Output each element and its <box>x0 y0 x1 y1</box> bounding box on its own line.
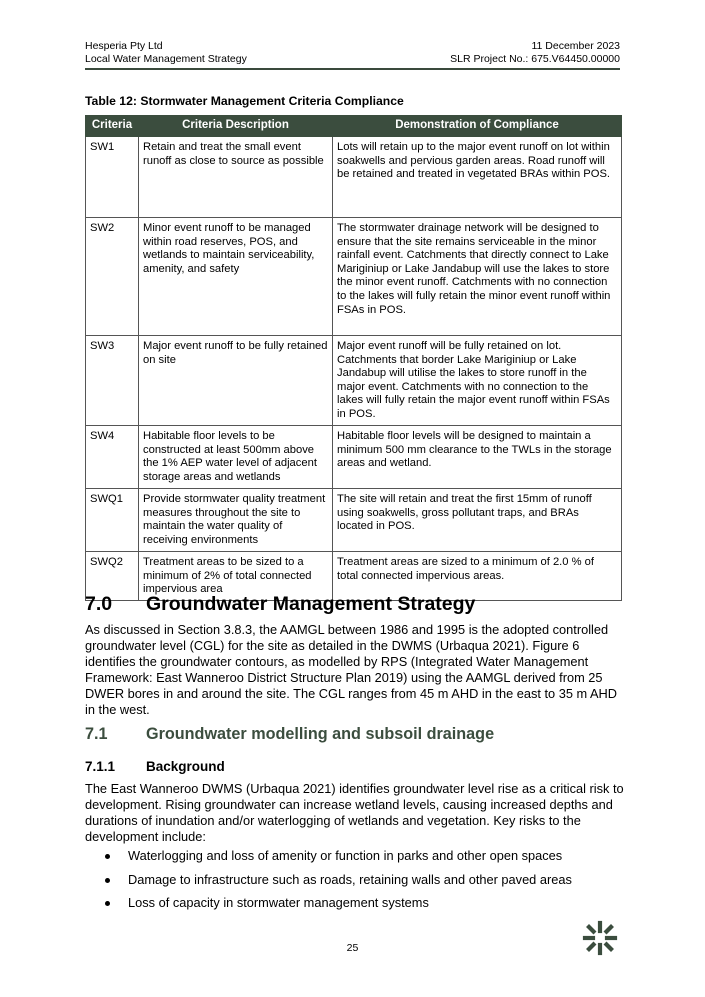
table-caption: Table 12: Stormwater Management Criteria Compliance <box>85 94 404 108</box>
cell-criteria: SWQ1 <box>86 489 139 552</box>
logo-marks <box>585 923 615 953</box>
cell-compliance: The stormwater drainage network will be designed to ensure that the site remains serviceable in the minor rainfall event. Catchments that directly connect to Lake Mariginiup or Lake Jandabup will use the lakes to store the minor event runoff. Catchments with no connection to the lakes will fully retain the minor event runoff within FSAs in POS. <box>333 218 622 336</box>
cell-criteria: SW4 <box>86 426 139 489</box>
cell-compliance: Treatment areas are sized to a minimum of 2.0 % of total connected impervious areas. <box>333 552 622 601</box>
compliance-table <box>85 115 622 601</box>
section-7-paragraph: As discussed in Section 3.8.3, the AAMGL between 1986 and 1995 is the adopted controlled groundwater level (CGL) for the site as detailed in the DWMS (Urbaqua 2021). Figure 6 identifies the groundwater contours, as modelled by RPS (Integrated Water Management Framework: East Wanneroo District Structure Plan 2019) using the AAMGL derived from 25 DWER bores in and around the site. The CGL ranges from 45 m AHD in the east to 35 m AHD in the west. <box>85 622 618 717</box>
cell-compliance: The site will retain and treat the first 15mm of runoff using soakwells, gross pollutant traps, and BRAs located in POS. <box>333 489 622 552</box>
cell-criteria: SW3 <box>86 336 139 426</box>
table-row <box>86 426 622 489</box>
document-date: 11 December 2023 <box>531 40 620 52</box>
bullet-icon <box>105 854 110 859</box>
list-item-text: Loss of capacity in stormwater management systems <box>128 895 429 910</box>
list-item <box>85 895 615 911</box>
section-title: Groundwater Management Strategy <box>146 593 476 615</box>
column-header-compliance: Demonstration of Compliance <box>333 116 622 137</box>
bullet-icon <box>105 901 110 906</box>
cell-compliance: Major event runoff will be fully retained on lot. Catchments that border Lake Mariginiup or Lake Jandabup will utilise the lakes to store runoff in the major event. Catchments with no connection to the lakes will fully retain the major event runoff within FSAs in POS. <box>333 336 622 426</box>
cell-description: Treatment areas to be sized to a minimum of 2% of total connected impervious area <box>139 552 333 601</box>
section-heading-7-1-1 <box>85 759 225 774</box>
section-number: 7.0 <box>85 593 113 615</box>
cell-criteria: SW2 <box>86 218 139 336</box>
section-title: Background <box>146 759 225 774</box>
section-number: 7.1.1 <box>85 759 116 774</box>
header-right <box>450 40 620 66</box>
page-number: 25 <box>346 942 359 954</box>
table-row <box>86 137 622 218</box>
section-7-1-1-paragraph: The East Wanneroo DWMS (Urbaqua 2021) identifies groundwater level rise as a critical risk to development. Rising groundwater can increase wetland levels, causing increased depths and durations of inundation and/or waterlogging of wetlands and vegetation. Key risks to the development include: <box>85 781 624 844</box>
cell-description: Retain and treat the small event runoff as close to source as possible <box>139 137 333 218</box>
header-left <box>85 40 247 66</box>
column-header-criteria: Criteria <box>86 116 139 137</box>
table-row <box>86 489 622 552</box>
section-heading-7 <box>85 593 475 616</box>
header-divider <box>85 68 620 70</box>
table-header-row <box>86 116 622 137</box>
list-item <box>85 872 615 888</box>
section-number: 7.1 <box>85 725 108 743</box>
risk-list <box>85 848 615 919</box>
cell-description: Provide stormwater quality treatment measures throughout the site to maintain the water quality of receiving environments <box>139 489 333 552</box>
cell-description: Minor event runoff to be managed within road reserves, POS, and wetlands to maintain serviceability, amenity, and safety <box>139 218 333 336</box>
cell-compliance: Lots will retain up to the major event runoff on lot within soakwells and pervious garden areas. Road runoff will be retained and treated in vegetated BRAs within POS. <box>333 137 622 218</box>
cell-description: Major event runoff to be fully retained on site <box>139 336 333 426</box>
list-item-text: Damage to infrastructure such as roads, retaining walls and other paved areas <box>128 871 572 887</box>
cell-criteria: SWQ2 <box>86 552 139 601</box>
company-name: Hesperia Pty Ltd <box>85 40 163 52</box>
list-item-text: Waterlogging and loss of amenity or function in parks and other open spaces <box>128 848 563 863</box>
list-item <box>85 848 615 864</box>
column-header-description: Criteria Description <box>139 116 333 137</box>
table-row <box>86 218 622 336</box>
table-row <box>86 336 622 426</box>
cell-compliance: Habitable floor levels will be designed to maintain a minimum 500 mm clearance to the TWLs in the storage areas and wetland. <box>333 426 622 489</box>
project-number: SLR Project No.: 675.V64450.00000 <box>450 53 620 65</box>
cell-description: Habitable floor levels to be constructed at least 500mm above the 1% AEP water level of adjacent storage areas and wetlands <box>139 426 333 489</box>
section-heading-7-1 <box>85 725 494 744</box>
bullet-icon <box>105 878 110 883</box>
section-title: Groundwater modelling and subsoil drainage <box>146 725 495 743</box>
slr-logo-icon <box>582 920 618 956</box>
document-title: Local Water Management Strategy <box>85 53 247 65</box>
cell-criteria: SW1 <box>86 137 139 218</box>
